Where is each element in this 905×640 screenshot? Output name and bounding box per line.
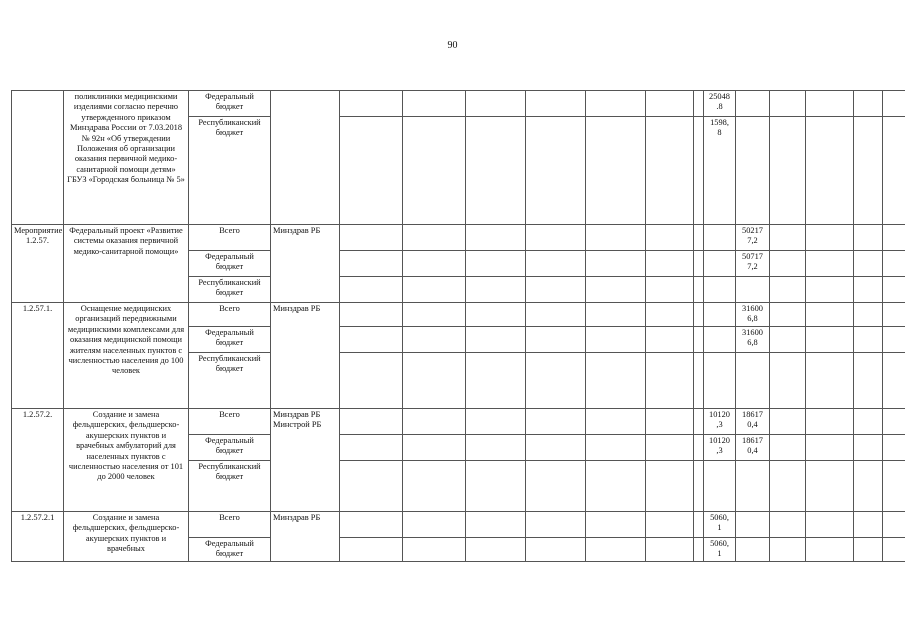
- empty-cell: [340, 225, 403, 251]
- empty-cell: [466, 353, 526, 409]
- empty-cell: [694, 327, 704, 353]
- empty-cell: [586, 327, 646, 353]
- empty-cell: [340, 277, 403, 303]
- empty-cell: [403, 461, 466, 512]
- empty-cell: [403, 251, 466, 277]
- empty-cell: [340, 538, 403, 562]
- empty-cell: [340, 461, 403, 512]
- empty-cell: [646, 538, 694, 562]
- responsible-cell: Минздрав РБ: [271, 303, 340, 409]
- empty-cell: [586, 435, 646, 461]
- responsible-cell: Минздрав РБ: [271, 512, 340, 562]
- empty-cell: [883, 435, 905, 461]
- value-cell: [704, 303, 736, 327]
- row-number-cell: [12, 91, 64, 225]
- empty-cell: [466, 327, 526, 353]
- empty-cell: [403, 91, 466, 117]
- empty-cell: [340, 353, 403, 409]
- empty-cell: [854, 353, 883, 409]
- value-cell: 31600 6,8: [736, 303, 770, 327]
- value-cell: 10120 ,3: [704, 409, 736, 435]
- empty-cell: [806, 435, 854, 461]
- empty-cell: [883, 461, 905, 512]
- value-cell: 25048 .8: [704, 91, 736, 117]
- empty-cell: [694, 117, 704, 225]
- table-row: [12, 303, 905, 327]
- empty-cell: [770, 277, 806, 303]
- empty-cell: [694, 409, 704, 435]
- empty-cell: [646, 353, 694, 409]
- empty-cell: [403, 303, 466, 327]
- empty-cell: [526, 435, 586, 461]
- empty-cell: [403, 225, 466, 251]
- value-cell: 18617 0,4: [736, 435, 770, 461]
- empty-cell: [466, 435, 526, 461]
- table-row: [12, 225, 905, 251]
- empty-cell: [806, 327, 854, 353]
- responsible-cell: Минздрав РБ: [271, 225, 340, 303]
- empty-cell: [586, 303, 646, 327]
- empty-cell: [854, 327, 883, 353]
- empty-cell: [466, 91, 526, 117]
- empty-cell: [694, 225, 704, 251]
- responsible-cell: [271, 91, 340, 225]
- empty-cell: [526, 512, 586, 538]
- empty-cell: [854, 251, 883, 277]
- empty-cell: [694, 538, 704, 562]
- empty-cell: [586, 353, 646, 409]
- empty-cell: [806, 538, 854, 562]
- empty-cell: [466, 538, 526, 562]
- empty-cell: [526, 353, 586, 409]
- empty-cell: [526, 461, 586, 512]
- funding-source-cell: Республиканский бюджет: [189, 117, 271, 225]
- empty-cell: [403, 277, 466, 303]
- empty-cell: [854, 435, 883, 461]
- empty-cell: [526, 409, 586, 435]
- empty-cell: [340, 303, 403, 327]
- empty-cell: [586, 225, 646, 251]
- row-number-cell: 1.2.57.2.1: [12, 512, 64, 562]
- empty-cell: [854, 277, 883, 303]
- empty-cell: [340, 251, 403, 277]
- empty-cell: [854, 538, 883, 562]
- empty-cell: [466, 277, 526, 303]
- page-number: 90: [447, 40, 458, 51]
- empty-cell: [883, 251, 905, 277]
- empty-cell: [883, 277, 905, 303]
- value-cell: 5060, 1: [704, 512, 736, 538]
- empty-cell: [806, 251, 854, 277]
- empty-cell: [854, 303, 883, 327]
- empty-cell: [466, 251, 526, 277]
- empty-cell: [806, 117, 854, 225]
- empty-cell: [526, 303, 586, 327]
- empty-cell: [403, 409, 466, 435]
- responsible-cell: Минздрав РБ Минстрой РБ: [271, 409, 340, 512]
- empty-cell: [770, 461, 806, 512]
- value-cell: 50217 7,2: [736, 225, 770, 251]
- empty-cell: [854, 117, 883, 225]
- row-number-cell: 1.2.57.2.: [12, 409, 64, 512]
- row-title-cell: Создание и замена фельдшерских, фельдшерско-акушерских пунктов и врачебных: [64, 512, 189, 562]
- empty-cell: [806, 512, 854, 538]
- empty-cell: [646, 303, 694, 327]
- funding-source-cell: Федеральный бюджет: [189, 327, 271, 353]
- empty-cell: [340, 117, 403, 225]
- empty-cell: [806, 91, 854, 117]
- empty-cell: [646, 512, 694, 538]
- empty-cell: [883, 353, 905, 409]
- value-cell: [704, 327, 736, 353]
- value-cell: [736, 117, 770, 225]
- empty-cell: [770, 251, 806, 277]
- empty-cell: [883, 512, 905, 538]
- funding-source-cell: Всего: [189, 512, 271, 538]
- empty-cell: [883, 538, 905, 562]
- empty-cell: [694, 277, 704, 303]
- empty-cell: [466, 409, 526, 435]
- funding-source-cell: Республиканский бюджет: [189, 353, 271, 409]
- empty-cell: [694, 512, 704, 538]
- empty-cell: [526, 327, 586, 353]
- empty-cell: [403, 117, 466, 225]
- empty-cell: [646, 117, 694, 225]
- table-row: [12, 91, 905, 117]
- table-row: [12, 512, 905, 538]
- funding-source-cell: Федеральный бюджет: [189, 435, 271, 461]
- empty-cell: [770, 117, 806, 225]
- empty-cell: [526, 277, 586, 303]
- value-cell: [736, 538, 770, 562]
- empty-cell: [694, 435, 704, 461]
- empty-cell: [586, 461, 646, 512]
- empty-cell: [694, 251, 704, 277]
- empty-cell: [526, 225, 586, 251]
- empty-cell: [854, 91, 883, 117]
- empty-cell: [340, 91, 403, 117]
- value-cell: [736, 91, 770, 117]
- empty-cell: [403, 512, 466, 538]
- value-cell: [736, 353, 770, 409]
- value-cell: 5060, 1: [704, 538, 736, 562]
- empty-cell: [646, 225, 694, 251]
- empty-cell: [770, 91, 806, 117]
- empty-cell: [586, 91, 646, 117]
- empty-cell: [586, 251, 646, 277]
- empty-cell: [646, 327, 694, 353]
- funding-source-cell: Всего: [189, 303, 271, 327]
- empty-cell: [694, 91, 704, 117]
- empty-cell: [586, 409, 646, 435]
- funding-source-cell: Республиканский бюджет: [189, 461, 271, 512]
- empty-cell: [586, 512, 646, 538]
- value-cell: 18617 0,4: [736, 409, 770, 435]
- value-cell: 50717 7,2: [736, 251, 770, 277]
- empty-cell: [770, 409, 806, 435]
- empty-cell: [646, 435, 694, 461]
- empty-cell: [854, 409, 883, 435]
- funding-source-cell: Федеральный бюджет: [189, 251, 271, 277]
- value-cell: 31600 6,8: [736, 327, 770, 353]
- value-cell: 10120 ,3: [704, 435, 736, 461]
- empty-cell: [806, 277, 854, 303]
- empty-cell: [466, 117, 526, 225]
- empty-cell: [806, 353, 854, 409]
- empty-cell: [646, 91, 694, 117]
- funding-source-cell: Федеральный бюджет: [189, 538, 271, 562]
- funding-source-cell: Федеральный бюджет: [189, 91, 271, 117]
- empty-cell: [770, 435, 806, 461]
- row-number-cell: Мероприятие 1.2.57.: [12, 225, 64, 303]
- empty-cell: [770, 353, 806, 409]
- empty-cell: [586, 117, 646, 225]
- table-row: [12, 409, 905, 435]
- value-cell: [704, 461, 736, 512]
- row-title-cell: Федеральный проект «Развитие системы оказания первичной медико-санитарной помощи»: [64, 225, 189, 303]
- empty-cell: [340, 512, 403, 538]
- empty-cell: [883, 117, 905, 225]
- empty-cell: [854, 512, 883, 538]
- empty-cell: [883, 225, 905, 251]
- empty-cell: [526, 117, 586, 225]
- empty-cell: [403, 353, 466, 409]
- value-cell: [704, 353, 736, 409]
- empty-cell: [770, 327, 806, 353]
- empty-cell: [694, 461, 704, 512]
- value-cell: [704, 277, 736, 303]
- empty-cell: [806, 225, 854, 251]
- empty-cell: [854, 461, 883, 512]
- empty-cell: [403, 435, 466, 461]
- empty-cell: [403, 538, 466, 562]
- empty-cell: [806, 409, 854, 435]
- empty-cell: [340, 409, 403, 435]
- empty-cell: [466, 512, 526, 538]
- empty-cell: [466, 225, 526, 251]
- empty-cell: [526, 251, 586, 277]
- funding-source-cell: Всего: [189, 225, 271, 251]
- value-cell: 1598, 8: [704, 117, 736, 225]
- empty-cell: [340, 327, 403, 353]
- empty-cell: [770, 512, 806, 538]
- empty-cell: [694, 353, 704, 409]
- empty-cell: [883, 303, 905, 327]
- row-title-cell: поликлиники медицинскими изделиями согласно перечню утвержденного приказом Минздрава России от 7.03.2018 № 92н «Об утверждении Положения об организации оказания первичной медико-санитарной помощи детям» ГБУЗ «Городская больница № 5»: [64, 91, 189, 225]
- empty-cell: [403, 327, 466, 353]
- empty-cell: [646, 461, 694, 512]
- row-number-cell: 1.2.57.1.: [12, 303, 64, 409]
- value-cell: [704, 225, 736, 251]
- empty-cell: [694, 303, 704, 327]
- empty-cell: [883, 91, 905, 117]
- value-cell: [736, 277, 770, 303]
- empty-cell: [806, 303, 854, 327]
- empty-cell: [806, 461, 854, 512]
- empty-cell: [526, 91, 586, 117]
- empty-cell: [646, 409, 694, 435]
- funding-source-cell: Республиканский бюджет: [189, 277, 271, 303]
- empty-cell: [770, 225, 806, 251]
- empty-cell: [466, 303, 526, 327]
- empty-cell: [586, 538, 646, 562]
- value-cell: [736, 461, 770, 512]
- empty-cell: [526, 538, 586, 562]
- budget-table: [11, 90, 905, 562]
- empty-cell: [340, 435, 403, 461]
- empty-cell: [646, 251, 694, 277]
- value-cell: [736, 512, 770, 538]
- empty-cell: [883, 409, 905, 435]
- empty-cell: [854, 225, 883, 251]
- value-cell: [704, 251, 736, 277]
- row-title-cell: Оснащение медицинских организаций передвижными медицинскими комплексами для оказания медицинской помощи жителям населенных пунктов с численностью населения до 100 человек: [64, 303, 189, 409]
- empty-cell: [586, 277, 646, 303]
- empty-cell: [466, 461, 526, 512]
- empty-cell: [646, 277, 694, 303]
- funding-source-cell: Всего: [189, 409, 271, 435]
- empty-cell: [883, 327, 905, 353]
- row-title-cell: Создание и замена фельдшерских, фельдшерско-акушерских пунктов и врачебных амбулаторий для населенных пунктов с численностью населения от 101 до 2000 человек: [64, 409, 189, 512]
- empty-cell: [770, 538, 806, 562]
- empty-cell: [770, 303, 806, 327]
